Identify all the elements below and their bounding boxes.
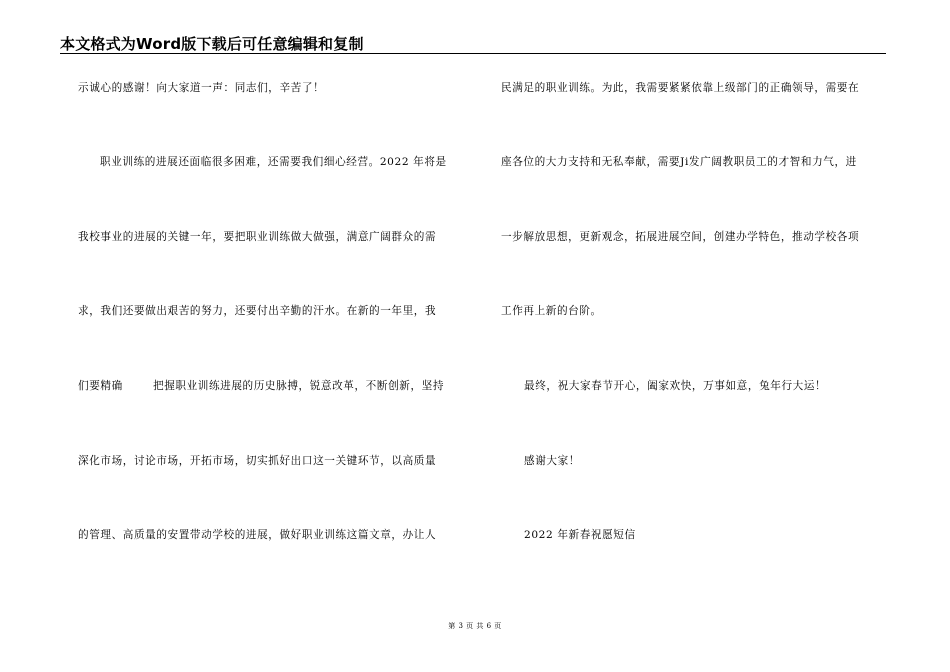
left-line-1: 示诚心的感谢！向大家道一声：同志们，辛苦了！ <box>78 82 325 94</box>
right-line-4: 工作再上新的台阶。 <box>501 305 602 317</box>
right-line-2: 座各位的大力支持和无私奉献，需要Ji发广阔教职员工的才智和力气，进 <box>501 156 857 168</box>
document-header-title: 本文格式为Word版下载后可任意编辑和复制 <box>60 35 364 53</box>
right-line-3: 一步解放思想，更新观念，拓展进展空间，创建办学特色，推动学校各项 <box>501 231 860 243</box>
left-line-4: 求，我们还要做出艰苦的努力，还要付出辛勤的汗水。在新的一年里，我 <box>78 305 437 317</box>
right-line-6: 感谢大家！ <box>524 455 580 467</box>
left-line-6: 深化市场，讨论市场，开拓市场，切实抓好出口这一关键环节，以高质量 <box>78 455 437 467</box>
right-line-1: 民满足的职业训练。为此，我需要紧紧依靠上级部门的正确领导，需要在 <box>501 82 860 94</box>
left-line-5b: 把握职业训练进展的历史脉搏，锐意改革，不断创新，坚持 <box>153 380 445 392</box>
left-line-5a: 们要精确 <box>78 380 123 392</box>
left-line-2: 职业训练的进展还面临很多困难，还需要我们细心经营。2022 年将是 <box>100 156 447 168</box>
left-line-3: 我校事业的进展的关键一年，要把职业训练做大做强，满意广阔群众的需 <box>78 231 437 243</box>
right-line-5: 最终，祝大家春节开心，阖家欢快，万事如意，兔年行大运！ <box>524 380 827 392</box>
right-line-7: 2022 年新春祝愿短信 <box>524 529 636 541</box>
left-line-7: 的管理、高质量的安置带动学校的进展，做好职业训练这篇文章，办让人 <box>78 529 437 541</box>
header-divider <box>60 53 886 54</box>
page-number-footer: 第 3 页 共 6 页 <box>448 622 502 630</box>
